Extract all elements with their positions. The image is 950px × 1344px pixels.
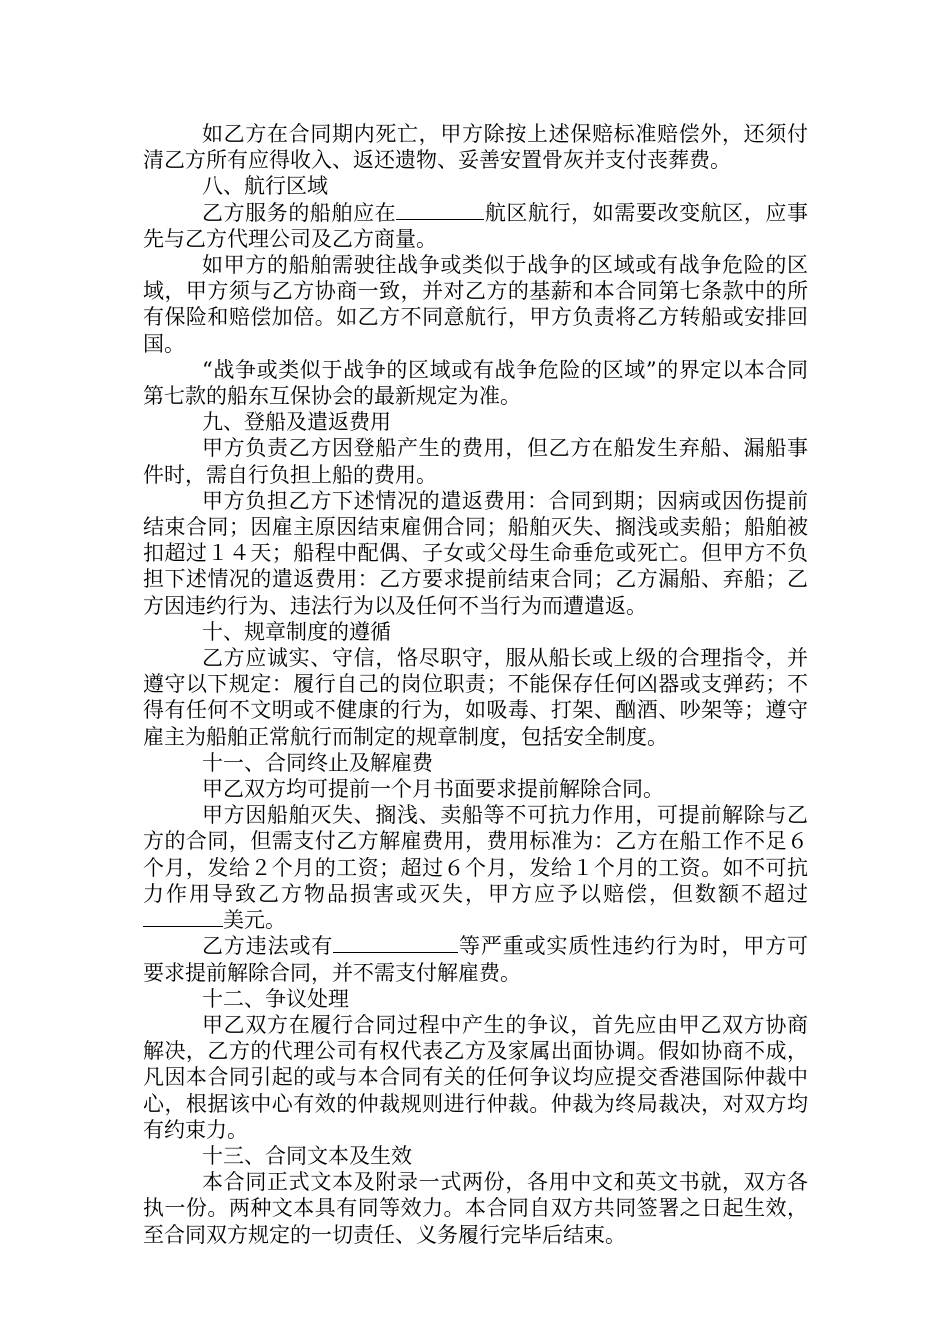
paragraph-severance-pay <box>143 802 808 933</box>
text-segment: 美元。 <box>223 908 286 933</box>
section-heading-13: 十三、合同文本及生效 <box>202 1143 412 1168</box>
section-heading-12: 十二、争议处理 <box>202 986 349 1011</box>
paragraph-war-zone-definition: “战争或类似于战争的区域或有战争危险的区域”的界定以本合同第七款的船东互保协会的最新规定为准。 <box>143 357 808 409</box>
fill-in-blank-navigation-area[interactable] <box>396 201 484 220</box>
paragraph-rules-compliance: 乙方应诚实、守信，恪尽职守，服从船长或上级的合理指令，并遵守以下规定：履行自己的岗位职责；不能保存任何凶器或支弹药；不得有任何不文明或不健康的行为，如吸毒、打架、酗酒、吵架等；遵守雇主为船舶正常航行而制定的规章制度，包括安全制度。 <box>143 646 808 749</box>
paragraph-boarding-cost: 甲方负责乙方因登船产生的费用，但乙方在船发生弃船、漏船事件时，需自行负担上船的费用。 <box>143 436 808 487</box>
fill-in-blank-usd-amount[interactable] <box>143 908 223 927</box>
text-segment: 乙方服务的船舶应在 <box>202 200 397 225</box>
fill-in-blank-violation[interactable] <box>333 934 458 953</box>
section-heading-10: 十、规章制度的遵循 <box>202 619 391 644</box>
paragraph-repatriation-cost: 甲方负担乙方下述情况的遣返费用：合同到期；因病或因伤提前结束合同；因雇主原因结束雇佣合同；船舶灭失、搁浅或卖船；船舶被扣超过１４天；船程中配偶、子女或父母生命垂危或死亡。但甲方不负担下述情况的遣返费用：乙方要求提前结束合同；乙方漏船、弃船；乙方因违约行为、违法行为以及任何不当行为而遭遣返。 <box>143 488 808 618</box>
paragraph-contract-effectiveness: 本合同正式文本及附录一式两份，各用中文和英文书就，双方各执一份。两种文本具有同等效力。本合同自双方共同签署之日起生效，至合同双方规定的一切责任、义务履行完毕后结束。 <box>143 1170 808 1247</box>
paragraph-dispute-resolution: 甲乙双方在履行合同过程中产生的争议，首先应由甲乙双方协商解决，乙方的代理公司有权代表乙方及家属出面协调。假如协商不成，凡因本合同引起的或与本合同有关的任何争议均应提交香港国际仲裁中心，根据该中心有效的仲裁规则进行仲裁。仲裁为终局裁决，对双方均有约束力。 <box>143 1012 808 1142</box>
paragraph-war-zone: 如甲方的船舶需驶往战争或类似于战争的区域或有战争危险的区域，甲方须与乙方协商一致，并对乙方的基薪和本合同第七条款中的所有保险和赔偿加倍。如乙方不同意航行，甲方负责将乙方转船或安排回国。 <box>143 253 808 356</box>
paragraph-early-termination: 甲乙双方均可提前一个月书面要求提前解除合同。 <box>202 777 664 802</box>
section-heading-9: 九、登船及遣返费用 <box>202 410 391 435</box>
document-page <box>143 121 808 1248</box>
text-segment: 航区航行，如需要改变航区，应事先与乙方代理公司及乙方商量。 <box>143 200 808 251</box>
text-segment: 乙方违法或有 <box>202 934 334 959</box>
section-heading-11: 十一、合同终止及解雇费 <box>202 750 433 775</box>
paragraph-death-compensation: 如乙方在合同期内死亡，甲方除按上述保赔标准赔偿外，还须付清乙方所有应得收入、返还遗物、妥善安置骨灰并支付丧葬费。 <box>143 122 808 173</box>
paragraph-navigation-area <box>143 200 808 252</box>
text-segment: 甲方因船舶灭失、搁浅、卖船等不可抗力作用，可提前解除与乙方的合同，但需支付乙方解雇费用，费用标准为：乙方在船工作不足６个月，发给２个月的工资；超过６个月，发给１个月的工资。如不可抗力作用导致乙方物品损害或灭失，甲方应予以赔偿，但数额不超过 <box>143 803 808 906</box>
text-segment: 等严重或实质性违约行为时，甲方可要求提前解除合同，并不需支付解雇费。 <box>143 934 809 985</box>
section-heading-8: 八、航行区域 <box>202 174 328 199</box>
paragraph-violation-termination <box>143 933 808 985</box>
